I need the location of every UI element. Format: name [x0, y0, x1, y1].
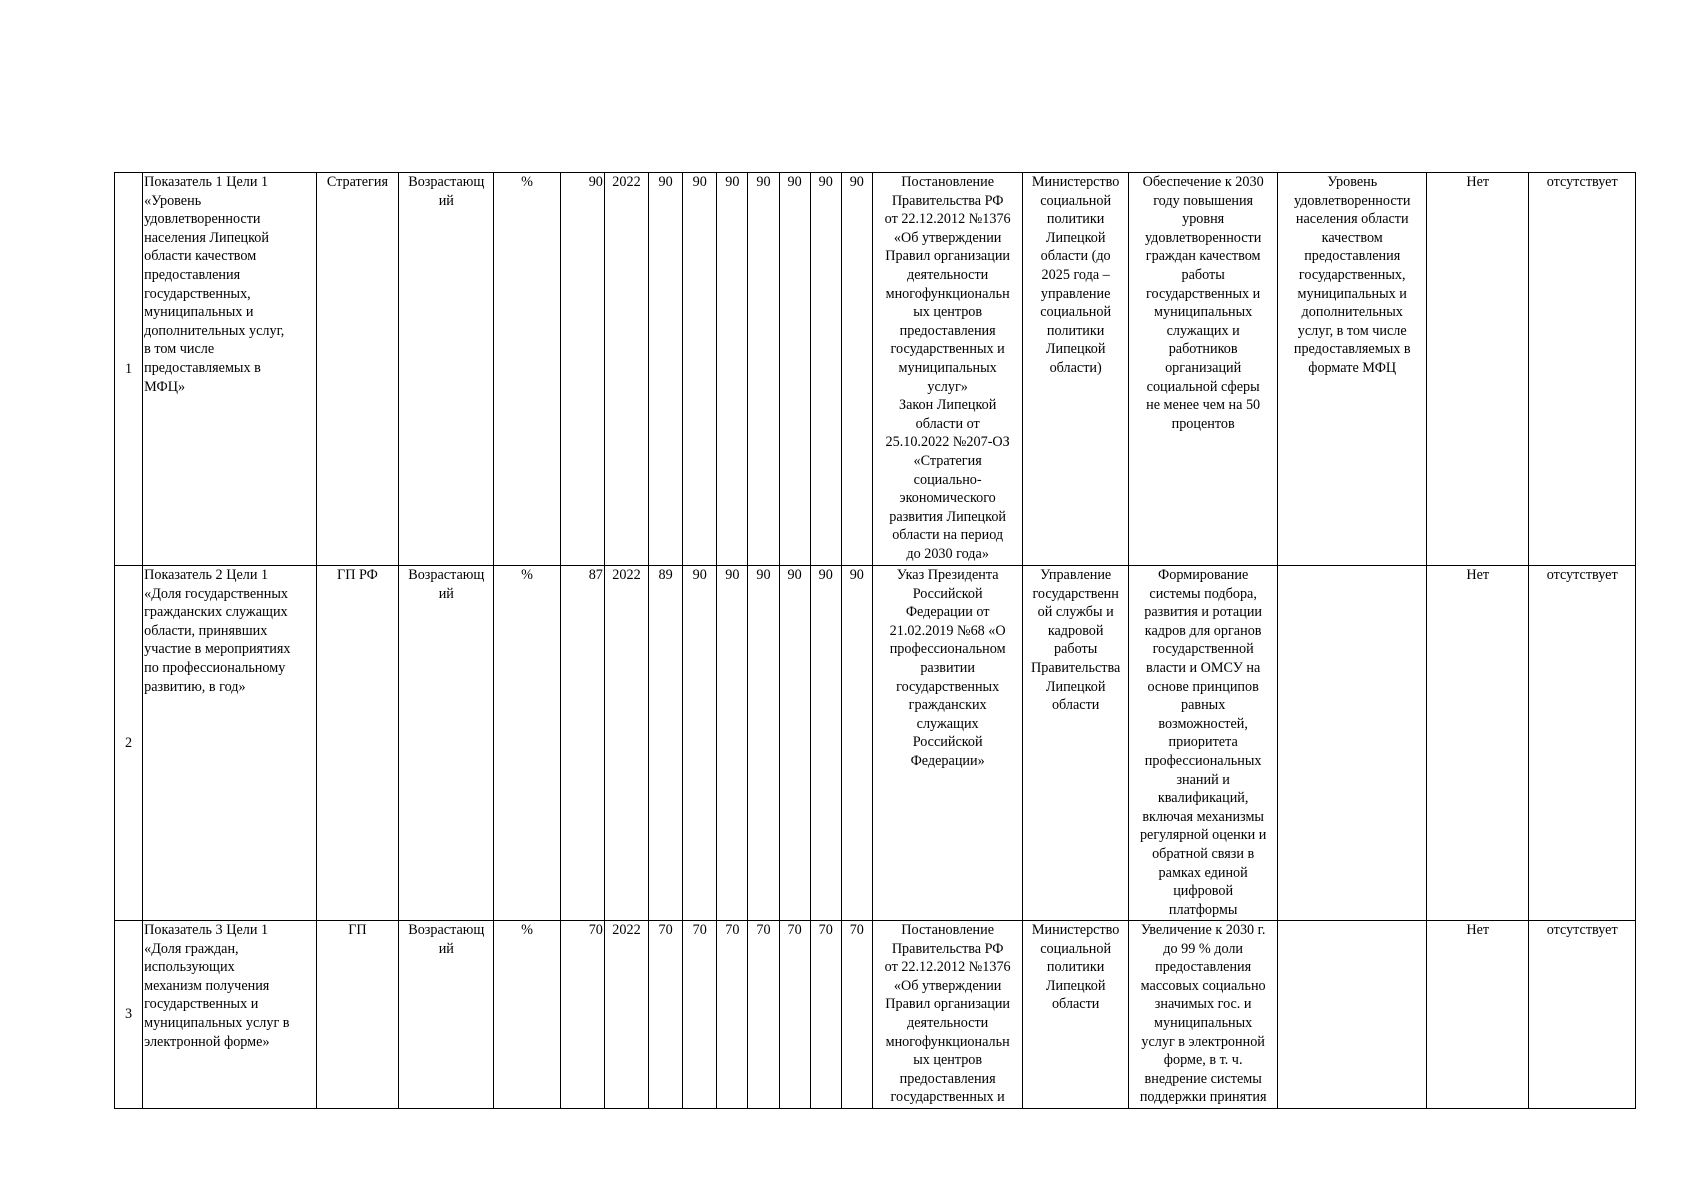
indicators-table — [114, 172, 1636, 1109]
legal-document: Указ Президента Российской Федерации от 21.02.2019 №68 «О профессиональном развитии государственных гражданских служащих Российской Федерации» — [872, 566, 1023, 921]
indicator-level: Стратегия — [316, 173, 398, 566]
status-value: отсутствует — [1529, 921, 1636, 1109]
linked-goal: Увеличение к 2030 г. до 99 % доли предоставления массовых социально значимых гос. и муниципальных услуг в электронной форме, в т. ч. внедрение системы поддержки принятия — [1139, 922, 1267, 1106]
base-value: 70 — [560, 921, 604, 1109]
indicator-level: ГП — [316, 921, 398, 1109]
responsible-body: Министерство социальной политики Липецкой области — [1023, 921, 1128, 1109]
target-value-2: 90 — [683, 173, 717, 566]
target-value-4: 90 — [748, 566, 779, 921]
unit: % — [494, 921, 560, 1109]
target-value-6: 90 — [810, 566, 841, 921]
indicator-level: ГП РФ — [316, 566, 398, 921]
legal-document: Постановление Правительства РФ от 22.12.2012 №1376 «Об утверждении Правил организации деятельности многофункциональн ых центров предоставления государственных и — [884, 922, 1011, 1106]
info-system-flag: Нет — [1427, 921, 1529, 1109]
target-value-5: 90 — [779, 566, 810, 921]
unit: % — [494, 566, 560, 921]
indicator-name: Показатель 2 Цели 1 «Доля государственных гражданских служащих области, принявших участие в мероприятиях по профессиональному развитию, в год» — [143, 566, 317, 921]
target-value-3: 90 — [717, 173, 748, 566]
target-value-1: 70 — [649, 921, 683, 1109]
target-value-4: 70 — [748, 921, 779, 1109]
legal-document: Постановление Правительства РФ от 22.12.2012 №1376 «Об утверждении Правил организации деятельности многофункциональн ых центров предоставления государственных и муниципальных услуг» Закон Липецкой области от 25.10.2022 №207-ОЗ «Стратегия социально- экономического развития Липецкой области на период до 2030 года» — [872, 173, 1023, 566]
target-value-1: 89 — [649, 566, 683, 921]
target-value-7: 90 — [841, 173, 872, 566]
base-year: 2022 — [604, 566, 648, 921]
target-value-6: 90 — [810, 173, 841, 566]
unit: % — [494, 173, 560, 566]
info-system-flag: Нет — [1427, 566, 1529, 921]
table-row — [115, 566, 1636, 921]
indicator-trend: Возрастающ ий — [399, 921, 494, 1109]
status-value: отсутствует — [1529, 173, 1636, 566]
national-goal-indicator — [1278, 566, 1427, 921]
indicator-trend: Возрастающ ий — [399, 173, 494, 566]
target-value-7: 90 — [841, 566, 872, 921]
linked-goal: Обеспечение к 2030 году повышения уровня удовлетворенности граждан качеством работы государственных и муниципальных служащих и работников организаций социальной сферы не менее чем на 50 процентов — [1128, 173, 1278, 566]
target-value-1: 90 — [649, 173, 683, 566]
target-value-2: 90 — [683, 566, 717, 921]
target-value-3: 70 — [717, 921, 748, 1109]
target-value-6: 70 — [810, 921, 841, 1109]
base-value: 87 — [560, 566, 604, 921]
base-year: 2022 — [604, 173, 648, 566]
target-value-3: 90 — [717, 566, 748, 921]
national-goal-indicator — [1278, 921, 1427, 1109]
responsible-body: Министерство социальной политики Липецкой области (до 2025 года – управление социальной политики Липецкой области) — [1023, 173, 1128, 566]
target-value-7: 70 — [841, 921, 872, 1109]
indicator-trend: Возрастающ ий — [399, 566, 494, 921]
linked-goal: Формирование системы подбора, развития и ротации кадров для органов государственной власти и ОМСУ на основе принципов равных возможностей, приоритета профессиональных знаний и квалификаций, включая механизмы регулярной оценки и обратной связи в рамках единой цифровой платформы — [1128, 566, 1278, 921]
national-goal-indicator: Уровень удовлетворенности населения области качеством предоставления государственных, муниципальных и дополнительных услуг, в том числе предоставляемых в формате МФЦ — [1278, 173, 1427, 566]
base-value: 90 — [560, 173, 604, 566]
status-value: отсутствует — [1529, 566, 1636, 921]
target-value-5: 90 — [779, 173, 810, 566]
row-number: 2 — [115, 566, 143, 921]
row-number: 3 — [115, 921, 143, 1109]
target-value-4: 90 — [748, 173, 779, 566]
base-year: 2022 — [604, 921, 648, 1109]
indicator-name: Показатель 3 Цели 1 «Доля граждан, использующих механизм получения государственных и муниципальных услуг в электронной форме» — [143, 921, 317, 1109]
responsible-body: Управление государственн ой службы и кадровой работы Правительства Липецкой области — [1023, 566, 1128, 921]
indicator-name: Показатель 1 Цели 1 «Уровень удовлетворенности населения Липецкой области качеством предоставления государственных, муниципальных и дополнительных услуг, в том числе предоставляемых в МФЦ» — [143, 173, 317, 566]
target-value-2: 70 — [683, 921, 717, 1109]
target-value-5: 70 — [779, 921, 810, 1109]
table-row — [115, 173, 1636, 566]
table-row — [115, 921, 1636, 1109]
info-system-flag: Нет — [1427, 173, 1529, 566]
row-number: 1 — [115, 173, 143, 566]
